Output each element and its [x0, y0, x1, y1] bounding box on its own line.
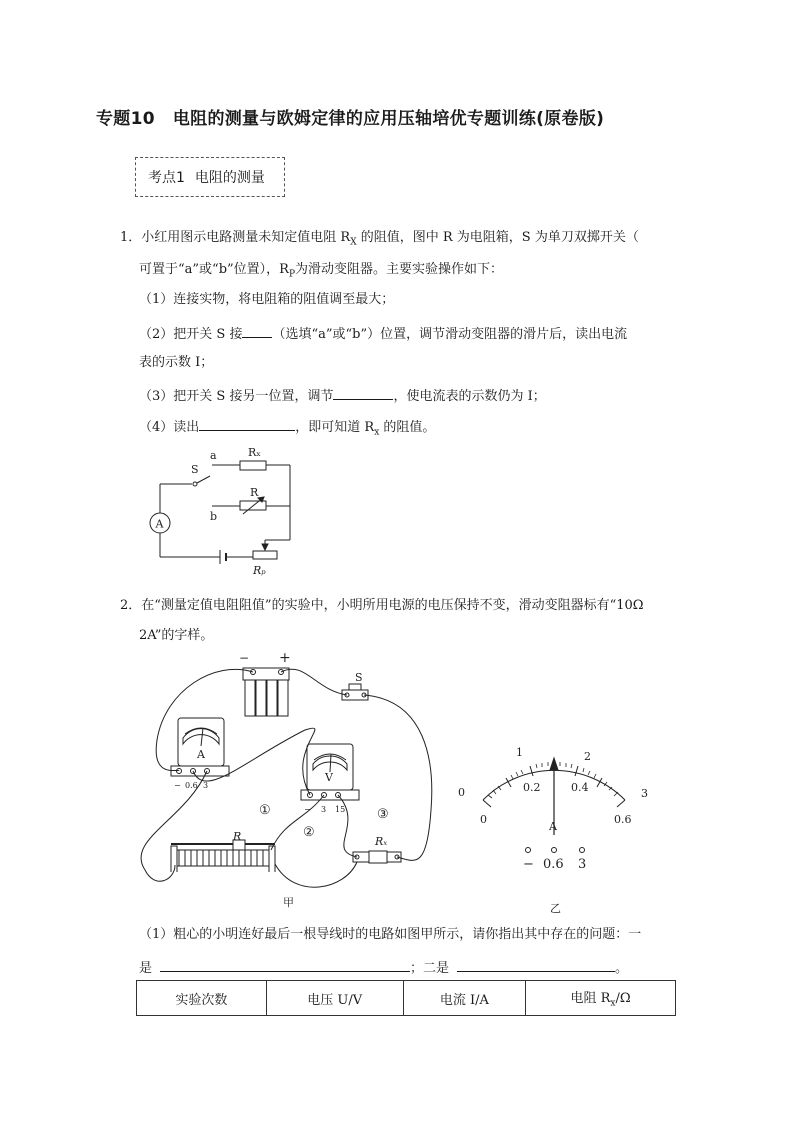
- svg-text:①: ①: [259, 803, 271, 818]
- ammeter-label: A: [155, 517, 164, 531]
- topic-label: 考点1: [148, 170, 185, 186]
- q1-step3: （3）把开关 S 接另一位置，调节 ，使电流表的示数仍为 I；: [139, 386, 546, 405]
- q1-line1: 1．小红用图示电路测量未知定值电阻 $R_X$ 的阻值，图中 R 为电阻箱，S 为单刀双掷开关（: [120, 230, 639, 248]
- svg-text:−: −: [174, 781, 181, 790]
- answer-blank[interactable]: [160, 958, 410, 972]
- q1-circuit-diagram: [140, 440, 310, 580]
- q2-line1: 2．在“测量定值电阻阻值”的实验中，小明所用电源的电压保持不变，滑动变阻器标有“10Ω: [120, 598, 644, 613]
- q1-step2: （2）把开关 S 接 （选填“a”或“b”）位置，调节滑动变阻器的滑片后，读出电流: [139, 324, 627, 343]
- q1-step2-cont: 表的示数 I；: [139, 355, 214, 370]
- svg-text:②: ②: [303, 825, 315, 840]
- q2-sub1-line2: 是 ；二是 。: [139, 958, 628, 977]
- svg-text:S: S: [355, 671, 363, 684]
- terminal-icon: [526, 848, 531, 853]
- title-text: 电阻的测量与欧姆定律的应用压轴培优专题训练(原卷版): [172, 109, 605, 129]
- svg-text:b: b: [210, 510, 218, 523]
- table-header-cell: 电流 I/A: [403, 981, 526, 1016]
- answer-blank[interactable]: [242, 324, 272, 338]
- q1-step1: （1）连接实物，将电阻箱的阻值调至最大；: [139, 292, 395, 307]
- svg-text:A: A: [549, 820, 557, 833]
- svg-text:A: A: [197, 748, 205, 761]
- terminal-icon: [580, 848, 585, 853]
- svg-text:a: a: [210, 449, 217, 462]
- resistor-rx-icon: [240, 461, 266, 470]
- q2-sub1-line1: （1）粗心的小明连好最后一根导线时的电路如图甲所示，请你指出其中存在的问题：一: [139, 927, 642, 942]
- svg-text:0.4: 0.4: [571, 781, 589, 794]
- table-header-cell: 实验次数: [137, 981, 267, 1016]
- svg-text:0: 0: [480, 813, 487, 826]
- svg-text:0.6: 0.6: [614, 813, 632, 826]
- svg-text:Rₓ: Rₓ: [248, 446, 261, 459]
- svg-text:3: 3: [641, 787, 648, 800]
- figure-yi: [450, 740, 660, 915]
- svg-text:R: R: [250, 486, 259, 499]
- answer-blank[interactable]: [199, 417, 295, 431]
- figure-caption-yi: 乙: [550, 902, 561, 915]
- wire: [281, 669, 347, 695]
- figure-caption-jia: 甲: [283, 896, 294, 909]
- svg-text:+: +: [279, 650, 291, 666]
- svg-text:3: 3: [578, 857, 587, 872]
- q1-line2: 可置于“a”或“b”位置），$R_P$为滑动变阻器。主要实验操作如下：: [139, 262, 504, 280]
- switch-pivot-icon: [193, 482, 197, 486]
- sliding-rheostat-icon: [171, 840, 275, 872]
- table-header-row: [137, 981, 676, 1016]
- svg-text:Rₚ: Rₚ: [253, 564, 266, 577]
- terminal-icon: [552, 848, 557, 853]
- svg-text:S: S: [191, 463, 199, 476]
- answer-blank[interactable]: [333, 386, 393, 400]
- ammeter-icon: [171, 718, 229, 776]
- page-title: [96, 104, 604, 129]
- svg-text:Rₓ: Rₓ: [375, 835, 388, 848]
- svg-text:−: −: [523, 857, 534, 872]
- q2-line2: 2A”的字样。: [139, 628, 214, 643]
- svg-text:0.2: 0.2: [523, 781, 541, 794]
- topic-box: [135, 157, 285, 197]
- svg-text:−: −: [304, 805, 311, 814]
- switch-icon: [342, 684, 368, 700]
- svg-text:2: 2: [584, 750, 591, 763]
- svg-text:V: V: [325, 771, 333, 784]
- q1-step4: （4）读出 ，即可知道 $R_x$ 的阻值。: [139, 417, 435, 441]
- wire: [271, 795, 327, 850]
- svg-text:−: −: [239, 651, 250, 665]
- table-header-cell: 电阻 $R_x/\Omega$: [526, 981, 676, 1016]
- rheostat-icon: [253, 551, 277, 559]
- resistor-rx-icon: [353, 851, 401, 863]
- wire: [275, 862, 357, 887]
- switch-blade-icon: [197, 476, 210, 483]
- svg-text:③: ③: [377, 807, 389, 822]
- topic-text: 电阻的测量: [194, 170, 265, 186]
- svg-text:R: R: [233, 830, 242, 843]
- svg-text:3: 3: [203, 781, 209, 790]
- answer-blank[interactable]: [457, 958, 615, 972]
- battery-pack-icon: [243, 668, 289, 716]
- svg-text:0.6: 0.6: [185, 781, 198, 790]
- svg-text:1: 1: [516, 746, 523, 759]
- svg-text:0: 0: [458, 786, 465, 799]
- svg-text:3: 3: [321, 805, 327, 814]
- title-number: 专题10: [96, 109, 155, 129]
- svg-text:0.6: 0.6: [543, 857, 564, 872]
- data-table: [136, 980, 676, 1016]
- svg-text:15: 15: [335, 805, 346, 814]
- table-header-cell: 电压 U/V: [266, 981, 403, 1016]
- figure-jia: [135, 650, 445, 910]
